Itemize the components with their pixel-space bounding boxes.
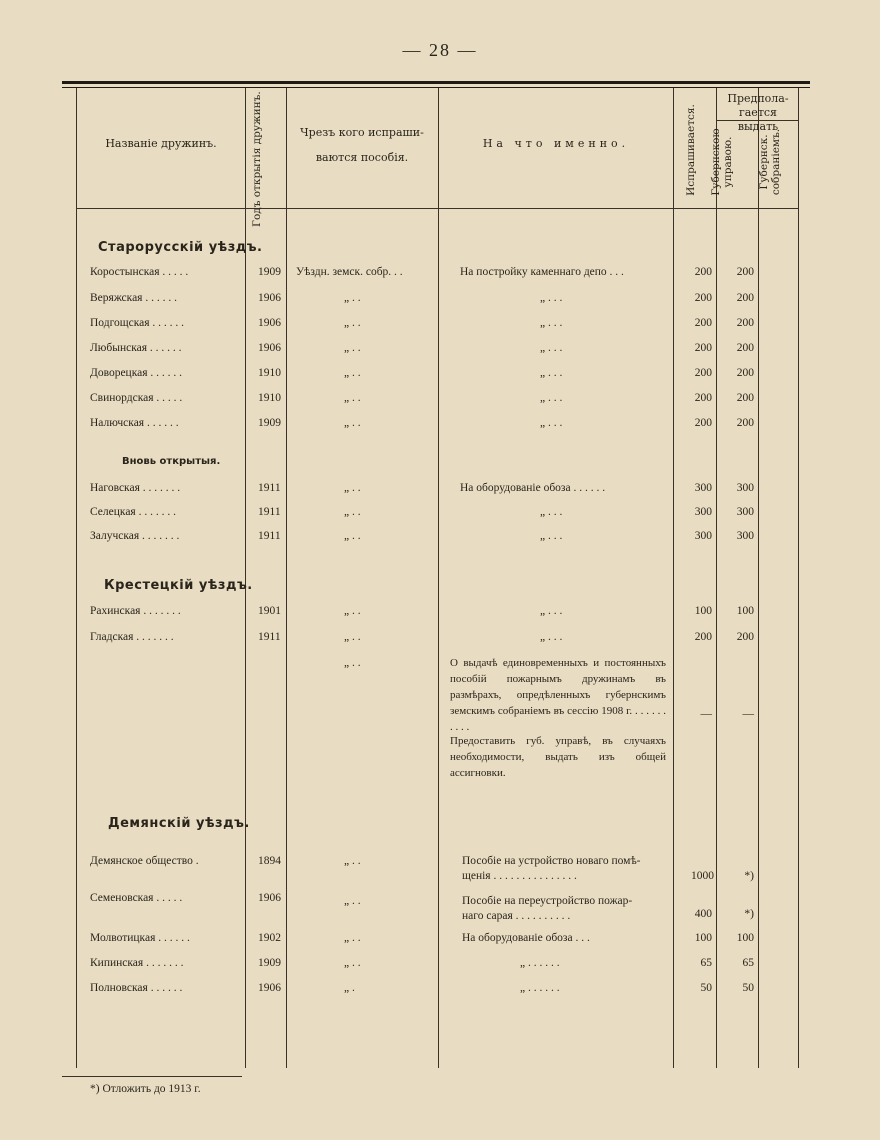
row-year: 1911: [258, 482, 281, 494]
row-purpose: „ . . .: [540, 605, 563, 617]
row-through: „ .: [344, 982, 355, 994]
row-requested: 400: [694, 908, 712, 920]
row-name: Залучская . . . . . . .: [90, 530, 180, 542]
row-through: „ . .: [344, 342, 361, 354]
row-purpose-line-1: Пособіе на устройство новаго помѣ-: [462, 855, 641, 867]
note-proposed: —: [742, 708, 754, 720]
header-name: Названіе дружинъ.: [105, 137, 217, 150]
row-purpose: На постройку каменнаго депо . . .: [460, 266, 624, 278]
row-name: Молвотицкая . . . . . .: [90, 932, 190, 944]
row-proposed: *): [744, 870, 754, 882]
row-name: Свинордская . . . . .: [90, 392, 183, 404]
row-requested: 200: [694, 417, 712, 429]
row-proposed: 50: [742, 982, 754, 994]
row-year: 1911: [258, 506, 281, 518]
row-purpose-line-2: наго сарая . . . . . . . . . .: [462, 910, 571, 922]
row-year: 1911: [258, 631, 281, 643]
row-through: „ . .: [344, 292, 361, 304]
row-requested: 300: [694, 530, 712, 542]
row-name: Коростынская . . . . .: [90, 266, 189, 278]
row-purpose-line-1: Пособіе на переустройство пожар-: [462, 895, 633, 907]
header-year: Годъ открытія дружинъ.: [251, 91, 263, 227]
row-purpose: „ . . .: [540, 506, 563, 518]
footnote-rule: [62, 1076, 242, 1077]
column-line: [758, 88, 759, 1068]
note-paragraph-2: Предоставить губ. управѣ, въ случаяхъ необходимости, выдать изъ общей ассигновки.: [450, 735, 666, 779]
row-proposed: 300: [736, 530, 754, 542]
row-purpose: „ . . .: [540, 530, 563, 542]
row-proposed: 100: [736, 605, 754, 617]
row-requested: 200: [694, 266, 712, 278]
row-through: „ . .: [344, 317, 361, 329]
row-proposed: 200: [736, 292, 754, 304]
row-through: „ . .: [344, 932, 361, 944]
row-name: Кипинская . . . . . . .: [90, 957, 184, 969]
row-purpose-line-2: щенія . . . . . . . . . . . . . . .: [462, 870, 577, 882]
top-rule: [62, 81, 810, 84]
column-line: [716, 88, 717, 1068]
column-line: [286, 88, 287, 1068]
row-requested: 100: [694, 932, 712, 944]
row-proposed: 65: [742, 957, 754, 969]
row-purpose: „ . . .: [540, 631, 563, 643]
row-through: „ . .: [344, 530, 361, 542]
row-requested: 200: [694, 342, 712, 354]
row-proposed: 200: [736, 317, 754, 329]
footnote: *) Отложить до 1913 г.: [90, 1083, 201, 1095]
row-requested: 100: [694, 605, 712, 617]
row-year: 1906: [258, 892, 281, 904]
header-gub-sobranie: Губернск. собраніемъ.: [758, 128, 783, 196]
row-proposed: 200: [736, 631, 754, 643]
column-line: [673, 88, 674, 1068]
row-requested: 200: [694, 392, 712, 404]
row-requested: 50: [700, 982, 712, 994]
row-year: 1910: [258, 367, 281, 379]
row-through: „ . .: [344, 367, 361, 379]
row-name: Наговская . . . . . . .: [90, 482, 181, 494]
row-purpose: „ . . .: [540, 392, 563, 404]
row-purpose-line-1: „ . . . . . .: [520, 957, 560, 969]
row-purpose-line-1: „ . . . . . .: [520, 982, 560, 994]
row-proposed: 300: [736, 482, 754, 494]
section-title: Старорусскій уѣздъ.: [98, 240, 263, 255]
row-through: „ . .: [344, 631, 361, 643]
row-year: 1909: [258, 957, 281, 969]
row-name: Селецкая . . . . . . .: [90, 506, 176, 518]
row-requested: 1000: [691, 870, 714, 882]
row-purpose: „ . . .: [540, 367, 563, 379]
row-requested: 200: [694, 292, 712, 304]
column-line: [438, 88, 439, 1068]
row-name: Семеновская . . . . .: [90, 892, 183, 904]
row-purpose: „ . . .: [540, 317, 563, 329]
section-title: Демянскій уѣздъ.: [108, 816, 250, 831]
row-proposed: *): [744, 908, 754, 920]
row-proposed: 300: [736, 506, 754, 518]
row-name: Веряжская . . . . . .: [90, 292, 177, 304]
row-through: „ . .: [344, 506, 361, 518]
row-through: „ . .: [344, 417, 361, 429]
row-requested: 200: [694, 367, 712, 379]
row-proposed: 200: [736, 392, 754, 404]
row-proposed: 100: [736, 932, 754, 944]
row-purpose: „ . . .: [540, 292, 563, 304]
row-name: Подгощская . . . . . .: [90, 317, 185, 329]
header-through-2: ваются пособія.: [315, 151, 409, 164]
row-purpose: „ . . .: [540, 417, 563, 429]
row-year: 1909: [258, 266, 281, 278]
row-through: „ . .: [344, 957, 361, 969]
subsection-title: Вновь открытыя.: [122, 456, 221, 467]
row-through: „ . .: [344, 605, 361, 617]
row-name: Доворецкая . . . . . .: [90, 367, 183, 379]
row-through: „ . .: [344, 855, 361, 867]
column-line: [798, 88, 799, 1068]
row-year: 1894: [258, 855, 281, 867]
row-name: Рахинская . . . . . . .: [90, 605, 181, 617]
row-purpose: На оборудованіе обоза . . . . . .: [460, 482, 606, 494]
header-proposed: Предпола-гается выдать: [727, 92, 789, 133]
row-requested: 300: [694, 506, 712, 518]
row-name: Налючская . . . . . .: [90, 417, 179, 429]
column-line: [76, 88, 77, 1068]
row-year: 1910: [258, 392, 281, 404]
header-gub-uprava: Губернскою управою.: [710, 128, 735, 196]
row-year: 1906: [258, 292, 281, 304]
header-purpose: На что именно.: [482, 137, 630, 150]
row-name: Гладская . . . . . . .: [90, 631, 174, 643]
row-year: 1906: [258, 982, 281, 994]
row-purpose-line-1: На оборудованіе обоза . . .: [462, 932, 590, 944]
note-through: „ . .: [344, 657, 361, 669]
row-year: 1909: [258, 417, 281, 429]
row-name: Любынская . . . . . .: [90, 342, 182, 354]
row-name: Полновская . . . . . .: [90, 982, 183, 994]
row-year: 1906: [258, 317, 281, 329]
header-requested: Испрашивается.: [685, 104, 697, 196]
row-proposed: 200: [736, 266, 754, 278]
row-name: Демянское общество .: [90, 855, 199, 867]
row-through: Уѣздн. земск. собр. . .: [296, 266, 403, 278]
row-requested: 65: [700, 957, 712, 969]
row-year: 1902: [258, 932, 281, 944]
row-year: 1906: [258, 342, 281, 354]
row-requested: 200: [694, 317, 712, 329]
row-purpose: „ . . .: [540, 342, 563, 354]
page-number: — 28 —: [402, 40, 478, 60]
note-requested: —: [700, 708, 712, 720]
row-through: „ . .: [344, 392, 361, 404]
row-through: „ . .: [344, 895, 361, 907]
note-paragraph-1: О выдачѣ единовременныхъ и постоянныхъ пособій пожарнымъ дружинамъ въ размѣрахъ, опредѣленныхъ губернскимъ земскимъ собраніемъ въ сессію 1908 г. . . . . . . . . . .: [450, 657, 666, 733]
header-through-1: Чрезъ кого испраши-: [300, 126, 424, 139]
row-proposed: 200: [736, 367, 754, 379]
row-requested: 200: [694, 631, 712, 643]
row-year: 1911: [258, 530, 281, 542]
row-through: „ . .: [344, 482, 361, 494]
row-proposed: 200: [736, 342, 754, 354]
section-title: Крестецкій уѣздъ.: [104, 578, 253, 593]
row-year: 1901: [258, 605, 281, 617]
row-requested: 300: [694, 482, 712, 494]
row-proposed: 200: [736, 417, 754, 429]
